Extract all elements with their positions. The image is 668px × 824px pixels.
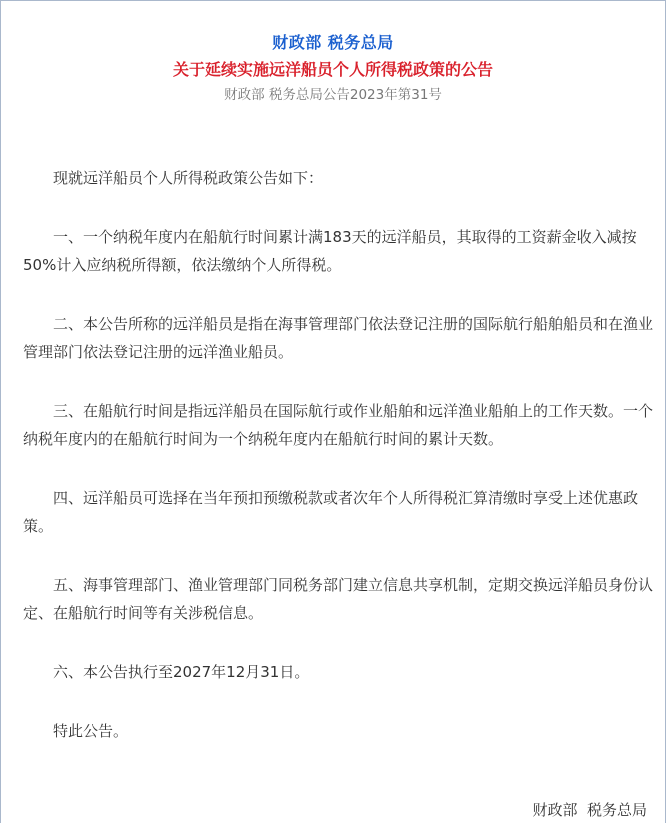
item-5-paragraph: 五、海事管理部门、渔业管理部门同税务部门建立信息共享机制，定期交换远洋船员身份认定、在船航行时间等有关涉税信息。	[23, 575, 654, 622]
item-3-paragraph: 三、在船航行时间是指远洋船员在国际航行或作业船舶和远洋渔业船舶上的工作天数。一个纳税年度内的在船航行时间为一个纳税年度内在船航行时间的累计天数。	[23, 401, 654, 448]
signature: 财政部 税务总局	[532, 801, 647, 819]
item-1-paragraph: 一、一个纳税年度内在船航行时间累计满183天的远洋船员，其取得的工资薪金收入减按50%计入应纳税所得额，依法缴纳个人所得税。	[23, 227, 637, 274]
document-number: 财政部 税务总局公告2023年第31号	[224, 87, 442, 103]
document-body	[23, 164, 657, 746]
intro-paragraph: 现就远洋船员个人所得税政策公告如下：	[53, 169, 324, 187]
document-title: 关于延续实施远洋船员个人所得税政策的公告	[172, 60, 493, 79]
item-4-paragraph: 四、远洋船员可选择在当年预扣预缴税款或者次年个人所得税汇算清缴时享受上述优惠政策。	[23, 488, 639, 535]
closing-paragraph: 特此公告。	[53, 722, 129, 740]
item-2-paragraph: 二、本公告所称的远洋船员是指在海事管理部门依法登记注册的国际航行船舶船员和在渔业管理部门依法登记注册的远洋渔业船员。	[23, 314, 654, 361]
item-6-paragraph: 六、本公告执行至2027年12月31日。	[53, 662, 310, 681]
document-header	[1, 1, 665, 104]
issuer-line: 财政部 税务总局	[272, 33, 394, 52]
